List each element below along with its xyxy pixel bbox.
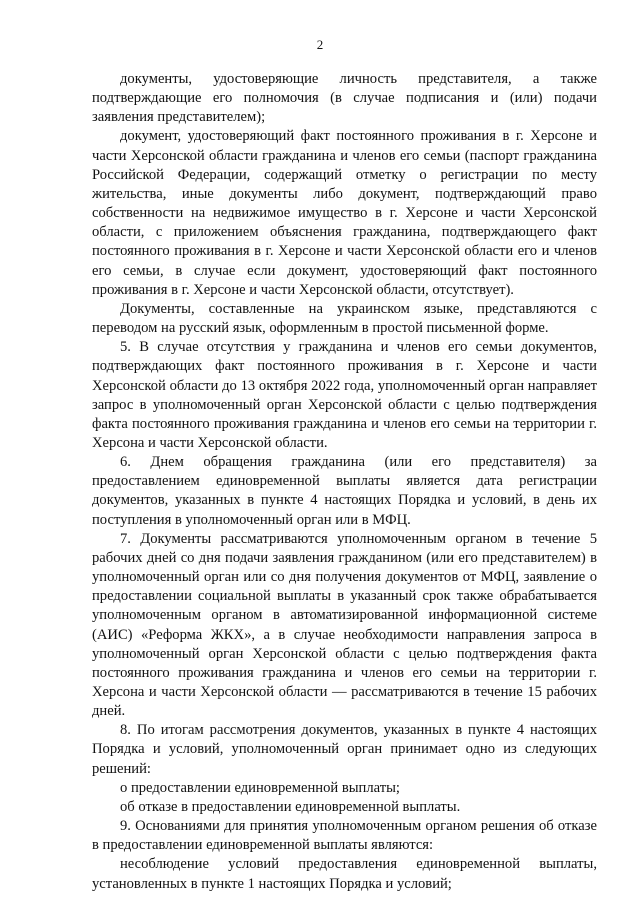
paragraph-representative-documents: документы, удостоверяющие личность представителя, а также подтверждающие его полномочия (в случае подписания и (или) подачи заявления представителем); [92, 71, 597, 126]
paragraph-refusal-reason-1: несоблюдение условий предоставления единовременной выплаты, установленных в пункте 1 настоящих Порядка и условий; [92, 856, 597, 892]
paragraph-item-5: 5. В случае отсутствия у гражданина и членов его семьи документов, подтверждающих факт постоянного проживания в г. Херсоне и части Херсонской области до 13 октября 2022 года, уполномоченный орган направляет запрос в уполномоченный орган Херсонской области с целью подтверждения факта постоянного проживания гражданина и членов его семьи на территории г. Херсона и части Херсонской области. [92, 339, 597, 451]
document-body [92, 70, 597, 894]
paragraph-item-9: 9. Основаниями для принятия уполномоченным органом решения об отказе в предоставлении единовременной выплаты являются: [92, 818, 597, 854]
paragraph-ukrainian-documents: Документы, составленные на украинском языке, представляются с переводом на русский язык, оформленным в простой письменной форме. [92, 300, 597, 337]
paragraph-item-7: 7. Документы рассматриваются уполномоченным органом в течение 5 рабочих дней со дня подачи заявления гражданином (или его представителем) в уполномоченный орган или со дня получения документов от МФЦ, заявление о предоставлении социальной выплаты в указанный срок также обрабатывается уполномоченным органом в автоматизированной информационной системе (АИС) «Реформа ЖКХ», а в случае необходимости направления запроса в уполномоченный орган Херсонской области с целью подтверждения факта постоянного проживания гражданина и членов его семьи на территории г. Херсона и части Херсонской области — рассматриваются в течение 15 рабочих дней. [92, 530, 597, 720]
page-number: 2 [316, 37, 324, 52]
paragraph-decision-grant: о предоставлении единовременной выплаты; [120, 779, 400, 796]
paragraph-decision-refuse: об отказе в предоставлении единовременной выплаты. [120, 798, 461, 815]
paragraph-item-8: 8. По итогам рассмотрения документов, указанных в пункте 4 настоящих Порядка и условий, уполномоченный орган принимает одно из следующих решений: [92, 722, 597, 777]
paragraph-item-6: 6. Днем обращения гражданина (или его представителя) за предоставлением единовременной выплаты является дата регистрации документов, указанных в пункте 4 настоящих Порядка и условий, в день их поступления в уполномоченный орган или в МФЦ. [92, 454, 597, 528]
paragraph-residence-document: документ, удостоверяющий факт постоянного проживания в г. Херсоне и части Херсонской области гражданина и членов его семьи (паспорт гражданина Российской Федерации, содержащий отметку о регистрации по месту жительства, иные документы либо документ, подтверждающий право собственности на недвижимое имущество в г. Херсоне и части Херсонской области, с приложением объяснения гражданина, подтверждающего факт постоянного проживания в г. Херсоне и части Херсонской области его и членов его семьи, в случае если документ, удостоверяющий факт постоянного проживания в г. Херсоне и части Херсонской области, отсутствует). [92, 128, 597, 298]
